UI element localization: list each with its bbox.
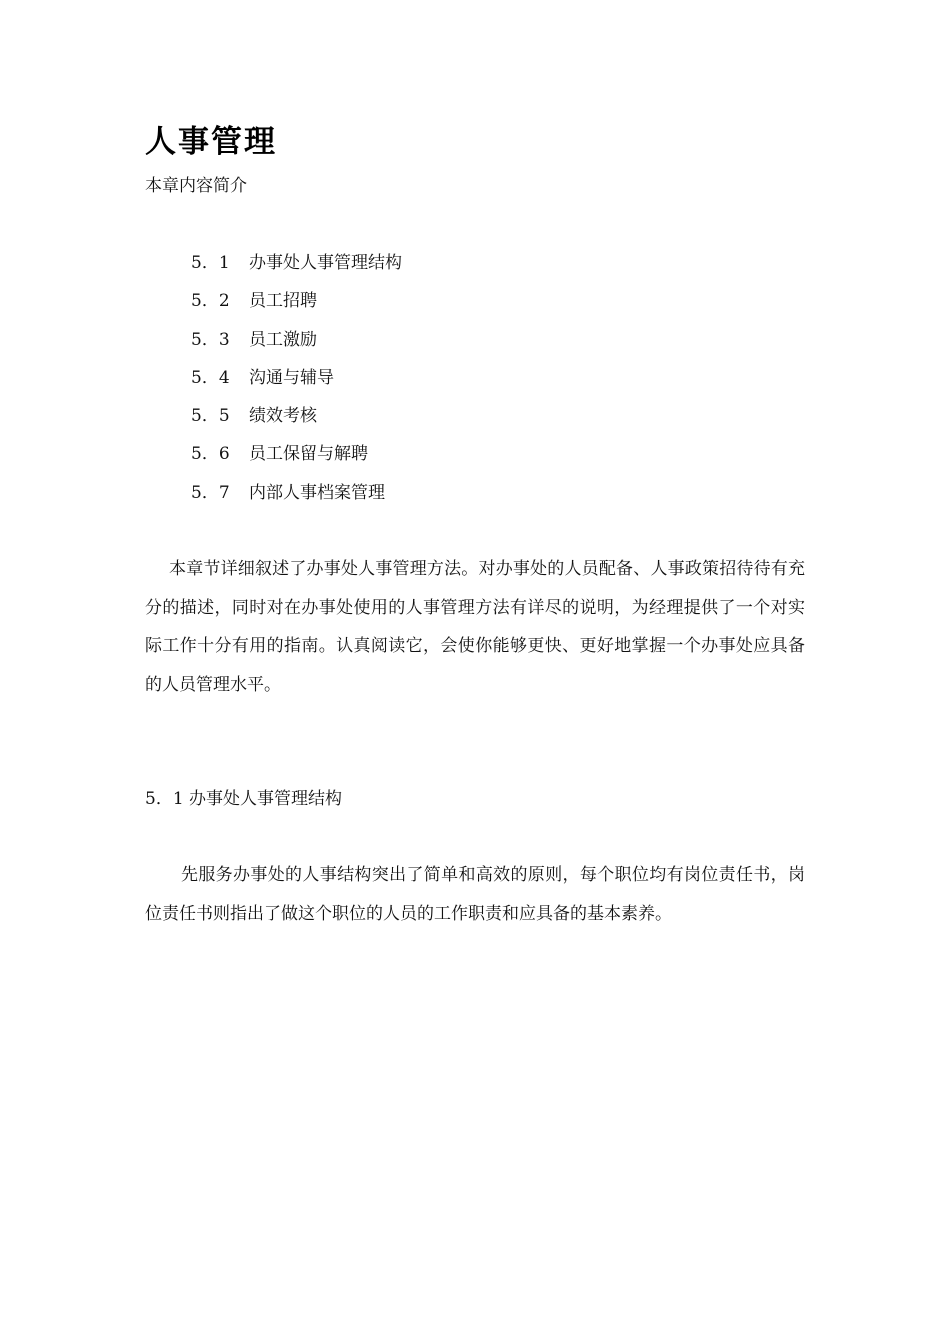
table-of-contents: [191, 250, 402, 518]
page-title: 人事管理: [145, 124, 277, 160]
toc-item-number: 5．5: [191, 406, 230, 427]
toc-item-label: 绩效考核: [249, 406, 317, 427]
toc-item: [191, 327, 402, 365]
section-heading: 5．1 办事处人事管理结构: [145, 789, 343, 809]
toc-item: [191, 403, 402, 441]
intro-paragraph: 本章节详细叙述了办事处人事管理方法。对办事处的人员配备、人事政策招待待有充分的描述，同时对在办事处使用的人事管理方法有详尽的说明，为经理提供了一个对实际工作十分有用的指南。认真阅读它，会使你能够更快、更好地掌握一个办事处应具备的人员管理水平。: [145, 559, 805, 695]
toc-item: [191, 288, 402, 326]
toc-item-number: 5．6: [191, 444, 230, 465]
toc-item: [191, 441, 402, 479]
toc-item-number: 5．7: [191, 482, 230, 503]
toc-item-label: 员工招聘: [249, 291, 317, 312]
toc-item-number: 5．1: [191, 253, 230, 273]
toc-item-number: 5．3: [191, 329, 230, 350]
toc-item: [191, 365, 402, 403]
toc-item-label: 沟通与辅导: [249, 367, 334, 388]
toc-item-number: 5．4: [191, 367, 230, 388]
toc-item: [191, 480, 402, 518]
chapter-subtitle: 本章内容简介: [145, 176, 247, 196]
toc-item-label: 办事处人事管理结构: [249, 253, 402, 273]
toc-item: [191, 250, 402, 288]
section-paragraph: 先服务办事处的人事结构突出了简单和高效的原则，每个职位均有岗位责任书，岗位责任书则指出了做这个职位的人员的工作职责和应具备的基本素养。: [145, 865, 805, 924]
toc-item-label: 员工保留与解聘: [249, 444, 368, 465]
toc-item-number: 5．2: [191, 291, 230, 312]
toc-item-label: 内部人事档案管理: [249, 482, 385, 503]
toc-item-label: 员工激励: [249, 329, 317, 350]
